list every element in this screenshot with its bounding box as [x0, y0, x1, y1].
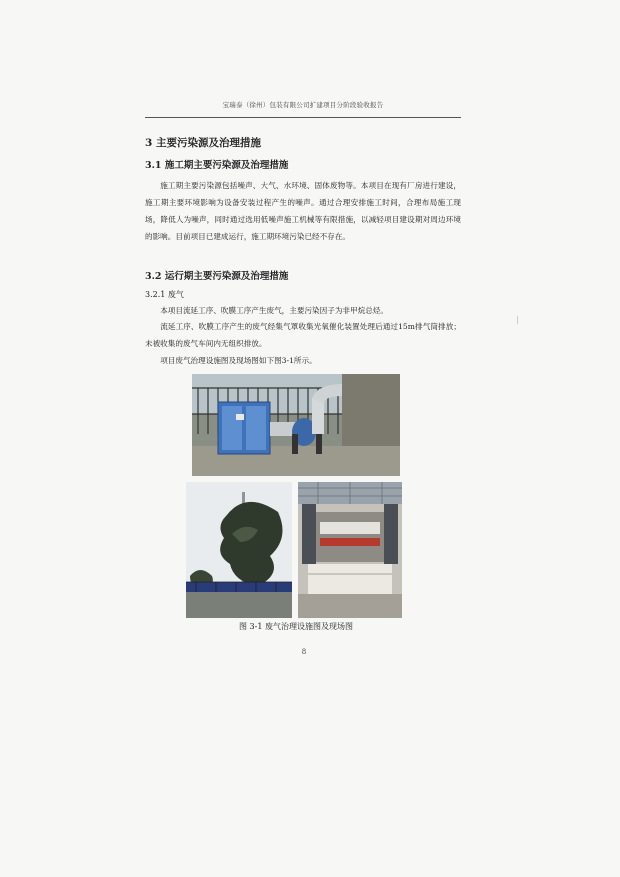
exhaust-paragraph-3: 项目废气治理设施图及现场图如下图3-1所示。 — [160, 356, 317, 365]
section-3-title: 3 主要污染源及治理措施 — [145, 137, 261, 149]
section-3-1-title: 3.1 施工期主要污染源及治理措施 — [145, 160, 289, 171]
page-header: 宝瑞泰（徐州）包装有限公司扩建项目分阶段验收报告 — [222, 101, 384, 109]
exhaust-paragraph-2: 流延工序、吹膜工序产生的废气经集气罩收集光氧催化装置处理后通过15m排气筒排放；未被收集的废气车间内无组织排放。 — [145, 322, 461, 348]
header-rule — [145, 117, 461, 118]
section-3-2-1-title: 3.2.1 废气 — [145, 290, 184, 299]
figure-caption: 图 3-1 废气治理设施图及现场图 — [239, 622, 353, 631]
photo-exhaust-stack — [186, 482, 292, 618]
exhaust-paragraph-1: 本项目流延工序、吹膜工序产生废气，主要污染因子为非甲烷总烃。 — [160, 306, 388, 315]
section-3-1-paragraph: 施工期主要污染源包括噪声、大气、水环境、固体废物等。本项目在现有厂房进行建设，施工期主要环境影响为设备安装过程产生的噪声。通过合理安排施工时间，合理布局施工现场，降低人为噪声，同时通过选用低噪声施工机械等有限措施，以减轻项目建设期对周边环境的影响。目前项目已建成运行，施工期环境污染已经不存在。 — [145, 181, 461, 241]
photo-workshop — [298, 482, 402, 618]
section-3-2-title: 3.2 运行期主要污染源及治理措施 — [145, 271, 289, 282]
scan-edge-mark — [517, 316, 518, 324]
photo-treatment-unit — [192, 374, 400, 476]
page-number: 8 — [301, 648, 307, 656]
